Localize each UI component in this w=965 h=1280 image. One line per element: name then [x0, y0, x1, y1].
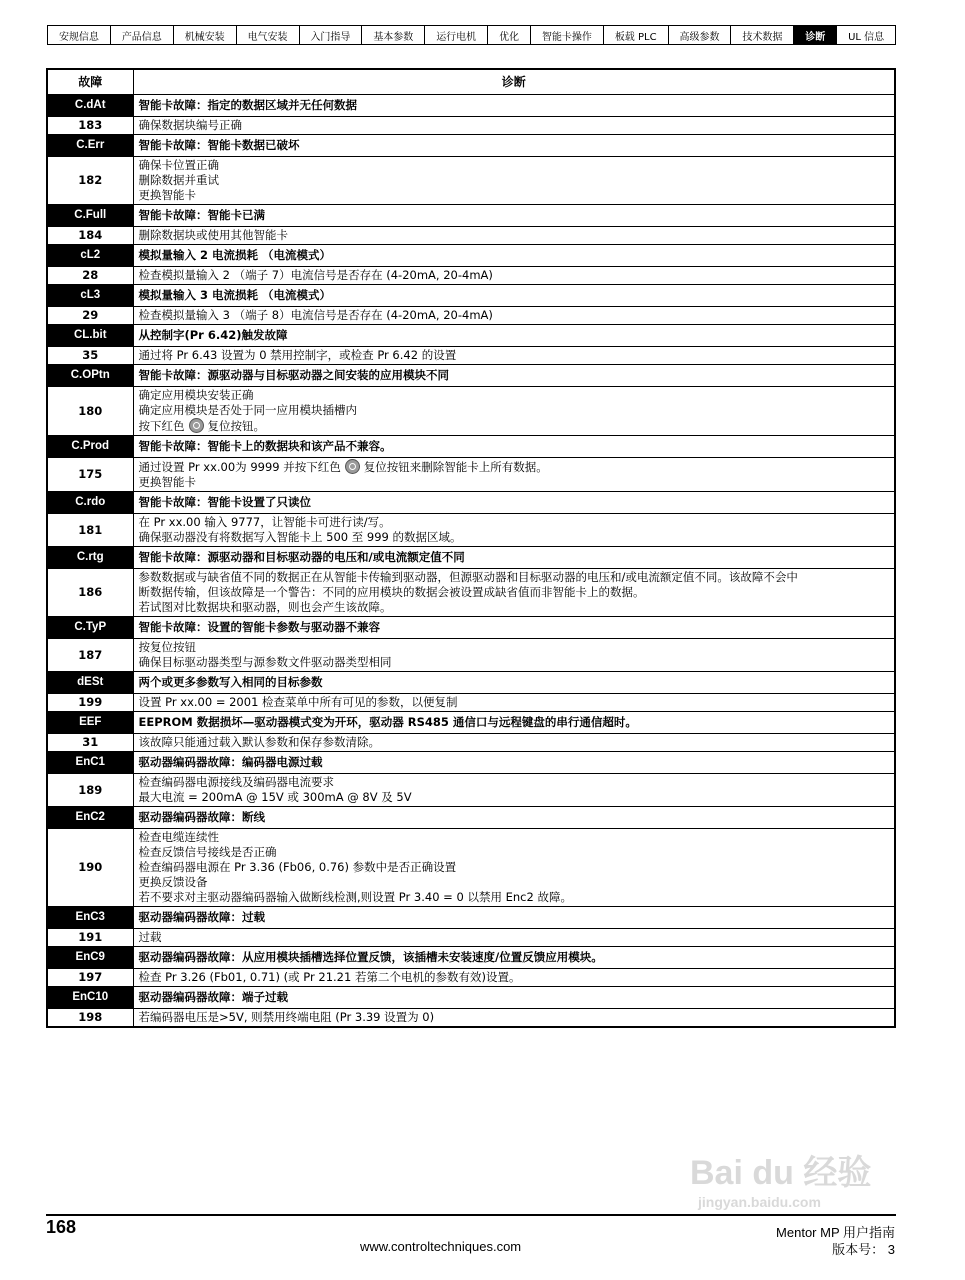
fault-tag: EnC10	[47, 987, 133, 1009]
fault-detail-row	[47, 347, 895, 365]
fault-title: 智能卡故障：源驱动器与目标驱动器之间安装的应用模块不同	[133, 365, 895, 387]
diagnosis-line: 确保目标驱动器类型与源参数文件驱动器类型相同	[138, 655, 392, 669]
fault-title-row	[47, 807, 895, 829]
diagnosis-line: 删除数据块或使用其他智能卡	[138, 228, 288, 242]
fault-title-row	[47, 436, 895, 458]
fault-title: 智能卡故障：智能卡设置了只读位	[133, 492, 895, 514]
fault-title: 智能卡故障：源驱动器和目标驱动器的电压和/或电流额定值不同	[133, 547, 895, 569]
diagnosis-line: 设置 Pr xx.00 = 2001 检查菜单中所有可见的参数，以便复制	[138, 695, 458, 709]
fault-tag: cL3	[47, 285, 133, 307]
fault-tag: EnC1	[47, 752, 133, 774]
diagnosis-cell	[133, 694, 895, 712]
trip-code: 186	[47, 569, 133, 617]
fault-detail-row	[47, 694, 895, 712]
diagnosis-line: 确定应用模块是否处于同一应用模块插槽内	[138, 403, 357, 417]
diagnosis-cell	[133, 969, 895, 987]
fault-title-row	[47, 907, 895, 929]
fault-title-row	[47, 365, 895, 387]
fault-title: 智能卡故障：智能卡数据已破坏	[133, 135, 895, 157]
fault-tag: CL.bit	[47, 325, 133, 347]
diagnosis-cell	[133, 227, 895, 245]
diagnosis-cell	[133, 117, 895, 135]
diagnosis-cell	[133, 514, 895, 547]
nav-tab[interactable]: 智能卡操作	[531, 26, 604, 44]
nav-tab[interactable]: 诊断	[794, 26, 837, 44]
nav-tab[interactable]: 机械安装	[174, 26, 237, 44]
fault-title: 智能卡故障：智能卡上的数据块和该产品不兼容。	[133, 436, 895, 458]
trip-code: 180	[47, 387, 133, 436]
trip-code: 28	[47, 267, 133, 285]
diagnosis-line: 更换智能卡	[138, 188, 196, 202]
nav-tab[interactable]: 电气安装	[237, 26, 300, 44]
diagnosis-line: 检查电缆连续性	[138, 830, 219, 844]
diagnosis-line: 断数据传输，但该故障是一个警告：不同的应用模块的数据会被设置成缺省值而非智能卡上的数据。	[138, 585, 645, 599]
diagnosis-line: 确定应用模块安装正确	[138, 388, 254, 402]
fault-detail-row	[47, 157, 895, 205]
fault-tag: EEF	[47, 712, 133, 734]
trip-code: 31	[47, 734, 133, 752]
fault-detail-row	[47, 734, 895, 752]
diagnosis-line: 按复位按钮	[138, 640, 196, 654]
fault-title: EEPROM 数据损坏—驱动器模式变为开环，驱动器 RS485 通信口与远程键盘的串行通信超时。	[133, 712, 895, 734]
diagnosis-cell	[133, 829, 895, 907]
fault-detail-row	[47, 639, 895, 672]
fault-title-row	[47, 617, 895, 639]
trip-code: 198	[47, 1009, 133, 1028]
diagnosis-line: 若试图对比数据块和驱动器，则也会产生该故障。	[138, 600, 392, 614]
diagnosis-line: 通过设置 Pr xx.00为 9999 并按下红色 复位按钮来删除智能卡上所有数据。	[138, 460, 548, 474]
diagnosis-line: 该故障只能通过载入默认参数和保存参数清除。	[138, 735, 380, 749]
fault-detail-row	[47, 569, 895, 617]
fault-title-row	[47, 205, 895, 227]
diagnosis-cell	[133, 569, 895, 617]
diagnosis-line: 更换反馈设备	[138, 875, 208, 889]
fault-title: 智能卡故障：智能卡已满	[133, 205, 895, 227]
diagnosis-cell	[133, 1009, 895, 1028]
baidu-watermark	[690, 1145, 871, 1210]
diagnosis-cell	[133, 347, 895, 365]
diagnosis-cell	[133, 734, 895, 752]
diagnosis-line: 检查编码器电源在 Pr 3.36 (Fb06, 0.76) 参数中是否正确设置	[138, 860, 457, 874]
diagnosis-cell	[133, 639, 895, 672]
fault-detail-row	[47, 514, 895, 547]
fault-title: 驱动器编码器故障：端子过载	[133, 987, 895, 1009]
fault-detail-row	[47, 227, 895, 245]
fault-title: 驱动器编码器故障：编码器电源过载	[133, 752, 895, 774]
fault-tag: cL2	[47, 245, 133, 267]
fault-title: 模拟量输入 2 电流损耗 （电流模式）	[133, 245, 895, 267]
fault-detail-row	[47, 829, 895, 907]
fault-tag: C.rtg	[47, 547, 133, 569]
fault-tag: EnC3	[47, 907, 133, 929]
footer-rule	[46, 1214, 896, 1216]
diagnosis-cell	[133, 458, 895, 492]
fault-title: 驱动器编码器故障：过载	[133, 907, 895, 929]
fault-title-row	[47, 325, 895, 347]
guide-title: Mentor MP 用户指南	[776, 1225, 895, 1240]
fault-detail-row	[47, 929, 895, 947]
trip-code: 184	[47, 227, 133, 245]
trip-code: 175	[47, 458, 133, 492]
fault-title-row	[47, 987, 895, 1009]
stop-reset-button-icon	[189, 418, 204, 433]
trip-code: 29	[47, 307, 133, 325]
diagnosis-cell	[133, 267, 895, 285]
nav-tab[interactable]: 运行电机	[425, 26, 488, 44]
diagnosis-column-header: 诊断	[133, 69, 895, 95]
diagnosis-line: 若不要求对主驱动器编码器输入做断线检测,则设置 Pr 3.40 = 0 以禁用 Enc2 故障。	[138, 890, 572, 904]
fault-detail-row	[47, 1009, 895, 1028]
trip-code: 183	[47, 117, 133, 135]
trip-code: 181	[47, 514, 133, 547]
fault-tag: EnC2	[47, 807, 133, 829]
stop-reset-button-icon	[345, 459, 360, 474]
fault-title-row	[47, 492, 895, 514]
table-header-row	[47, 69, 895, 95]
diagnosis-line: 过载	[138, 930, 162, 944]
fault-title: 智能卡故障：指定的数据区域并无任何数据	[133, 95, 895, 117]
nav-tab[interactable]: 基本参数	[362, 26, 425, 44]
trip-code: 190	[47, 829, 133, 907]
website-link[interactable]: www.controltechniques.com	[360, 1239, 522, 1254]
diagnosis-cell	[133, 387, 895, 436]
fault-title-row	[47, 245, 895, 267]
diagnosis-line: 检查编码器电源接线及编码器电流要求	[138, 775, 334, 789]
nav-tab[interactable]: 入门指导	[300, 26, 363, 44]
diagnosis-cell	[133, 157, 895, 205]
fault-title-row	[47, 135, 895, 157]
fault-detail-row	[47, 387, 895, 436]
fault-tag: C.OPtn	[47, 365, 133, 387]
fault-title: 从控制字(Pr 6.42)触发故障	[133, 325, 895, 347]
trip-code: 35	[47, 347, 133, 365]
diagnostics-table	[46, 68, 896, 1028]
fault-title-row	[47, 547, 895, 569]
watermark-main-text: Bai du 经验	[690, 1154, 872, 1192]
nav-tab[interactable]: 产品信息	[111, 26, 174, 44]
fault-detail-row	[47, 117, 895, 135]
diagnosis-line: 检查 Pr 3.26 (Fb01, 0.71) (或 Pr 21.21 若第二个电机的参数有效)设置。	[138, 970, 521, 984]
diagnosis-cell	[133, 929, 895, 947]
diagnosis-line: 确保驱动器没有将数据写入智能卡上 500 至 999 的数据区域。	[138, 530, 462, 544]
section-nav-tabs	[47, 25, 896, 45]
diagnosis-line: 在 Pr xx.00 输入 9777，让智能卡可进行读/写。	[138, 515, 391, 529]
watermark-sub-text: jingyan.baidu.com	[698, 1194, 821, 1210]
version-label: 版本号： 3	[832, 1242, 895, 1257]
trip-code: 187	[47, 639, 133, 672]
fault-title-row	[47, 95, 895, 117]
diagnosis-line: 确保数据块编号正确	[138, 118, 242, 132]
fault-title-row	[47, 752, 895, 774]
nav-tab[interactable]: 安规信息	[48, 26, 111, 44]
diagnosis-line: 检查反馈信号接线是否正确	[138, 845, 277, 859]
trip-code: 189	[47, 774, 133, 807]
fault-column-header: 故障	[47, 69, 133, 95]
nav-tab[interactable]: 优化	[488, 26, 531, 44]
fault-detail-row	[47, 307, 895, 325]
fault-tag: C.dAt	[47, 95, 133, 117]
fault-detail-row	[47, 969, 895, 987]
nav-tab[interactable]: UL 信息	[848, 31, 885, 43]
nav-tab[interactable]: 板载 PLC	[604, 26, 669, 44]
diagnosis-line: 检查模拟量输入 2 （端子 7）电流信号是否存在 (4-20mA, 20-4mA)	[138, 268, 493, 282]
fault-title-row	[47, 672, 895, 694]
diagnosis-line: 检查模拟量输入 3 （端子 8）电流信号是否存在 (4-20mA, 20-4mA)	[138, 308, 493, 322]
nav-tab[interactable]: 高级参数	[669, 26, 732, 44]
fault-tag: C.Prod	[47, 436, 133, 458]
diagnosis-cell	[133, 307, 895, 325]
fault-tag: C.Full	[47, 205, 133, 227]
fault-detail-row	[47, 774, 895, 807]
page-number: 168	[46, 1217, 77, 1237]
diagnosis-line: 更换智能卡	[138, 475, 196, 489]
fault-tag: EnC9	[47, 947, 133, 969]
trip-code: 197	[47, 969, 133, 987]
fault-title: 驱动器编码器故障：从应用模块插槽选择位置反馈，该插槽未安装速度/位置反馈应用模块。	[133, 947, 895, 969]
table-body	[47, 95, 895, 1028]
trip-code: 182	[47, 157, 133, 205]
diagnosis-line: 按下红色 复位按钮。	[138, 419, 265, 433]
fault-title-row	[47, 712, 895, 734]
fault-title: 两个或更多参数写入相同的目标参数	[133, 672, 895, 694]
diagnosis-line: 确保卡位置正确	[138, 158, 219, 172]
diagnosis-line: 通过将 Pr 6.43 设置为 0 禁用控制字，或检查 Pr 6.42 的设置	[138, 348, 457, 362]
diagnosis-line: 若编码器电压是>5V, 则禁用终端电阻 (Pr 3.39 设置为 0)	[138, 1010, 435, 1024]
fault-title: 模拟量输入 3 电流损耗 （电流模式）	[133, 285, 895, 307]
fault-tag: C.Err	[47, 135, 133, 157]
fault-detail-row	[47, 458, 895, 492]
fault-tag: C.rdo	[47, 492, 133, 514]
diagnosis-line: 最大电流 = 200mA @ 15V 或 300mA @ 8V 及 5V	[138, 790, 412, 804]
trip-code: 199	[47, 694, 133, 712]
diagnosis-line: 参数数据或与缺省值不同的数据正在从智能卡传输到驱动器，但源驱动器和目标驱动器的电压和/或电流额定值不同。该故障不会中	[138, 570, 798, 584]
diagnosis-line: 删除数据并重试	[138, 173, 219, 187]
diagnosis-cell	[133, 774, 895, 807]
fault-detail-row	[47, 267, 895, 285]
fault-title: 驱动器编码器故障：断线	[133, 807, 895, 829]
fault-title: 智能卡故障：设置的智能卡参数与驱动器不兼容	[133, 617, 895, 639]
trip-code: 191	[47, 929, 133, 947]
nav-tab[interactable]: 技术数据	[731, 26, 794, 44]
fault-title-row	[47, 947, 895, 969]
fault-tag: dESt	[47, 672, 133, 694]
fault-tag: C.TyP	[47, 617, 133, 639]
fault-title-row	[47, 285, 895, 307]
